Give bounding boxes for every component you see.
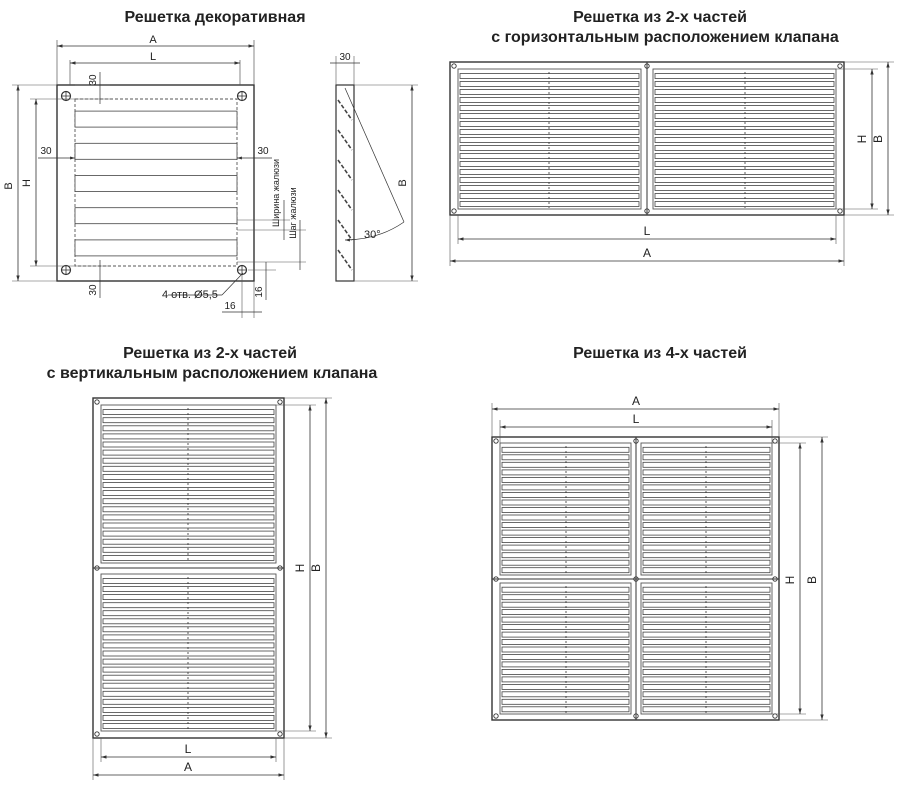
louver-slat: [502, 684, 629, 689]
louver-slat: [655, 74, 834, 79]
louver-slat: [643, 662, 770, 667]
louver-slat: [643, 625, 770, 630]
louver-width-label: Ширина жалюзи: [271, 159, 281, 227]
louver-slat: [75, 208, 237, 224]
louver-slat: [103, 724, 274, 729]
louver-slat: [460, 90, 639, 95]
louver-slat: [643, 699, 770, 704]
dim-label-30-left: 30: [40, 146, 52, 157]
louver-slat: [502, 508, 629, 513]
mounting-hole: [95, 732, 99, 736]
mounting-hole: [452, 209, 456, 213]
louver-slat: [460, 74, 639, 79]
louver-slat: [502, 560, 629, 565]
louver-slat: [103, 603, 274, 608]
dim-label-b: B: [309, 563, 323, 573]
louver-slat: [103, 531, 274, 536]
louver-slat: [643, 462, 770, 467]
dim-label-l: L: [632, 412, 640, 426]
louver-slat: [460, 98, 639, 103]
louver-slat: [502, 602, 629, 607]
louver-slat: [502, 553, 629, 558]
louver-slat: [502, 462, 629, 467]
louver-slat: [103, 587, 274, 592]
mounting-hole: [278, 400, 282, 404]
louver-slat: [502, 610, 629, 615]
dim-label-b: B: [3, 182, 15, 190]
louver-slat: [643, 640, 770, 645]
mounting-hole: [838, 64, 842, 68]
louver-slat: [643, 553, 770, 558]
louver-slat: [643, 508, 770, 513]
louver-slat: [643, 684, 770, 689]
dim-label-16-vertical: 16: [254, 286, 265, 298]
louver-slat: [103, 426, 274, 431]
dim-label-h: H: [783, 575, 797, 585]
dim-label-30-right: 30: [257, 146, 269, 157]
louver-slat: [643, 485, 770, 490]
louver-slat: [643, 500, 770, 505]
louver-slat: [460, 162, 639, 167]
louver-slat: [502, 477, 629, 482]
louver-slat: [103, 434, 274, 439]
louver-slat: [460, 186, 639, 191]
louver-slat: [75, 176, 237, 192]
louver-slat: [502, 545, 629, 550]
louver-slat: [643, 523, 770, 528]
dim-label-a: A: [642, 246, 652, 260]
dim-label-b: B: [805, 575, 819, 585]
louver-slat: [655, 186, 834, 191]
louver-slat: [103, 643, 274, 648]
profile-slat: [338, 190, 352, 210]
louver-slat: [643, 568, 770, 573]
title-decorative: Решетка декоративная: [124, 9, 306, 26]
louver-slat: [103, 619, 274, 624]
dim-label-b-profile: B: [397, 179, 409, 187]
louver-slat: [103, 515, 274, 520]
louver-slat: [643, 515, 770, 520]
dim-label-30-bottom: 30: [88, 284, 99, 296]
louver-slat: [655, 162, 834, 167]
louver-slat: [643, 677, 770, 682]
mounting-hole: [838, 209, 842, 213]
louver-slat: [643, 692, 770, 697]
louver-slat: [502, 699, 629, 704]
louver-slat: [103, 474, 274, 479]
dim-label-30-top: 30: [88, 74, 99, 86]
louver-slat: [643, 610, 770, 615]
title-vertical-1: Решетка из 2-х частей: [123, 345, 297, 362]
mounting-hole: [452, 64, 456, 68]
title-horizontal-2: с горизонтальным расположением клапана: [491, 29, 839, 46]
profile-slat: [338, 100, 352, 120]
louver-slat: [103, 555, 274, 560]
louver-slat: [103, 491, 274, 496]
louver-slat: [460, 82, 639, 87]
louver-slat: [103, 627, 274, 632]
louver-slat: [502, 530, 629, 535]
mounting-hole: [62, 266, 71, 275]
louver-slat: [655, 138, 834, 143]
louver-slat: [460, 122, 639, 127]
louver-slat: [502, 515, 629, 520]
louver-slat: [655, 194, 834, 199]
louver-slat: [460, 154, 639, 159]
louver-slat: [502, 447, 629, 452]
dim-label-h: H: [21, 179, 33, 187]
louver-slat: [502, 669, 629, 674]
dim-label-a: A: [631, 394, 641, 408]
louver-slat: [643, 655, 770, 660]
louver-slat: [460, 106, 639, 111]
louver-slat: [103, 547, 274, 552]
title-vertical-2: с вертикальным расположением клапана: [46, 365, 378, 382]
profile-slats: [338, 100, 352, 270]
louver-slat: [502, 617, 629, 622]
louver-slat: [103, 499, 274, 504]
louver-slat: [103, 539, 274, 544]
louver-slat: [103, 410, 274, 415]
horizontal-two-part-grille: [450, 62, 894, 266]
dim-label-16-horizontal: 16: [224, 301, 236, 312]
louver-slat: [460, 114, 639, 119]
mounting-hole: [95, 400, 99, 404]
louver-slat: [460, 130, 639, 135]
louver-slat: [655, 114, 834, 119]
louver-slat: [502, 523, 629, 528]
louver-slat: [502, 677, 629, 682]
dim-label-30-depth: 30: [339, 52, 351, 63]
louver-slat: [643, 632, 770, 637]
louver-slat: [502, 640, 629, 645]
louver-slat: [75, 240, 237, 256]
louver-slat: [643, 538, 770, 543]
louver-slat: [103, 715, 274, 720]
louver-slat: [655, 170, 834, 175]
louver-slat: [643, 492, 770, 497]
louver-slat: [643, 477, 770, 482]
louver-slat: [643, 617, 770, 622]
louver-slat: [103, 523, 274, 528]
louver-slat: [655, 202, 834, 207]
vertical-two-part-grille: [93, 398, 332, 780]
mounting-hole: [494, 439, 498, 443]
profile-slat: [338, 130, 352, 150]
louver-slat: [460, 146, 639, 151]
mounting-hole: [278, 732, 282, 736]
title-four-parts: Решетка из 4-х частей: [573, 345, 747, 362]
louver-slat: [103, 635, 274, 640]
louver-slat: [643, 455, 770, 460]
louver-pitch-label: Шаг жалюзи: [288, 187, 298, 239]
louver-slat: [502, 647, 629, 652]
louver-slat: [643, 545, 770, 550]
mounting-hole: [494, 714, 498, 718]
holes-label: 4 отв. Ø5,5: [162, 289, 218, 301]
dim-label-a: A: [183, 760, 193, 774]
louver-slat: [103, 611, 274, 616]
louver-slat: [502, 492, 629, 497]
louver-slat: [655, 154, 834, 159]
louver-slat: [502, 587, 629, 592]
louver-slat: [103, 667, 274, 672]
louver-slat: [460, 138, 639, 143]
profile-slat: [338, 250, 352, 270]
dim-label-a: A: [149, 34, 157, 46]
louver-slat: [103, 707, 274, 712]
decorative-grille: [3, 34, 306, 318]
louver-slat: [460, 170, 639, 175]
louver-slat: [103, 675, 274, 680]
dim-label-l: L: [643, 224, 651, 238]
louver-slat: [460, 202, 639, 207]
louver-slat: [103, 450, 274, 455]
louver-slat: [103, 579, 274, 584]
dim-label-l: L: [149, 51, 157, 63]
louver-slat: [502, 595, 629, 600]
louver-slat: [643, 560, 770, 565]
louver-slat: [502, 538, 629, 543]
louver-slat: [643, 530, 770, 535]
louver-slat: [460, 194, 639, 199]
louver-slat: [103, 595, 274, 600]
louver-slat: [502, 692, 629, 697]
louver-slat: [103, 659, 274, 664]
louver-slat: [655, 82, 834, 87]
angle-label: 30°: [364, 229, 381, 241]
louver-slat: [460, 178, 639, 183]
dim-label-h: H: [855, 134, 869, 144]
mounting-hole: [238, 266, 247, 275]
mounting-hole: [238, 92, 247, 101]
louver-slat: [103, 651, 274, 656]
louver-slat: [643, 587, 770, 592]
louver-slat: [103, 699, 274, 704]
louver-slat: [502, 485, 629, 490]
louver-slat: [103, 683, 274, 688]
louver-slat: [655, 178, 834, 183]
louver-slats: [75, 111, 237, 256]
louver-slat: [103, 483, 274, 488]
louver-slat: [655, 146, 834, 151]
louver-slat: [502, 655, 629, 660]
louver-slat: [502, 662, 629, 667]
louver-slat: [103, 442, 274, 447]
louver-slat: [103, 507, 274, 512]
louver-slat: [502, 500, 629, 505]
louver-slat: [655, 90, 834, 95]
mounting-hole: [773, 714, 777, 718]
louver-slat: [502, 470, 629, 475]
louver-slats: [103, 408, 274, 730]
louver-slat: [502, 632, 629, 637]
louver-slat: [643, 595, 770, 600]
louver-slat: [502, 568, 629, 573]
louver-slat: [643, 602, 770, 607]
louver-slat: [643, 669, 770, 674]
louver-slat: [103, 691, 274, 696]
louver-slat: [643, 707, 770, 712]
louver-slat: [655, 106, 834, 111]
dim-label-h: H: [293, 563, 307, 573]
dim-label-l: L: [184, 742, 192, 756]
profile-slat: [338, 220, 352, 240]
profile-slat: [338, 160, 352, 180]
louver-slat: [103, 418, 274, 423]
louver-slat: [502, 455, 629, 460]
louver-slat: [502, 625, 629, 630]
louver-slat: [75, 143, 237, 159]
mounting-hole: [773, 439, 777, 443]
louver-slat: [103, 466, 274, 471]
louver-slat: [655, 130, 834, 135]
louver-slat: [643, 647, 770, 652]
louver-slat: [502, 707, 629, 712]
title-horizontal-1: Решетка из 2-х частей: [573, 9, 747, 26]
louver-slat: [643, 447, 770, 452]
four-part-grille: [492, 394, 828, 720]
dim-label-b: B: [871, 134, 885, 144]
louver-slat: [75, 111, 237, 127]
louver-slat: [655, 122, 834, 127]
louver-slat: [643, 470, 770, 475]
louver-slat: [655, 98, 834, 103]
side-profile: [330, 52, 418, 281]
louver-slat: [103, 458, 274, 463]
